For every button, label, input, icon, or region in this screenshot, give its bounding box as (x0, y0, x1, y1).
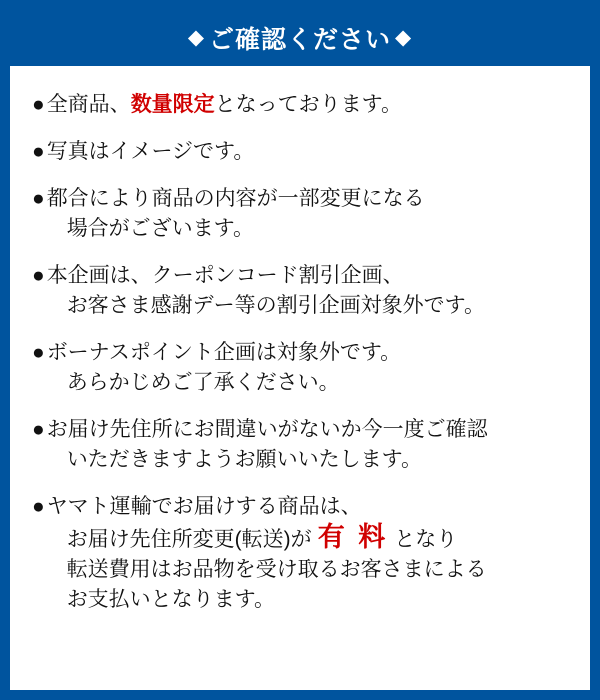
notice-item-lines (47, 137, 568, 167)
notice-item (32, 261, 568, 321)
diamond-left-icon: ◆ (187, 25, 205, 49)
notice-line (47, 492, 568, 522)
notice-item (32, 492, 568, 615)
bullet-icon: ● (32, 341, 45, 364)
notice-text: 本企画は、クーポンコード割引企画、 (46, 264, 404, 287)
notice-line (47, 184, 568, 214)
notice-header (10, 10, 590, 66)
notice-text: 場合がございます。 (66, 217, 255, 240)
notice-text: 写真はイメージです。 (46, 140, 255, 163)
notice-text: となっております。 (214, 93, 403, 116)
notice-text: あらかじめご了承ください。 (66, 371, 340, 394)
bullet-icon: ● (32, 140, 45, 163)
notice-text: お客さま感謝デー等の割引企画対象外です。 (66, 294, 486, 317)
bullet-icon: ● (32, 187, 45, 210)
notice-item (32, 137, 568, 167)
notice-text: ヤマト運輸でお届けする商品は、 (46, 495, 362, 518)
notice-line (47, 261, 568, 291)
notice-line (47, 214, 568, 244)
notice-item (32, 184, 568, 244)
bullet-icon: ● (32, 418, 45, 441)
notice-item-lines (47, 492, 568, 615)
notice-text: 全商品、 (46, 93, 131, 116)
notice-list (10, 66, 590, 615)
notice-text: 都合により商品の内容が一部変更になる (46, 187, 425, 210)
highlight-text: 数量限定 (130, 93, 215, 116)
notice-text: お支払いとなります。 (66, 588, 276, 611)
highlight-text-large: 有 料 (317, 522, 389, 552)
page-title: ご確認ください (208, 26, 391, 54)
notice-item (32, 90, 568, 120)
notice-item-lines (47, 338, 568, 398)
notice-line (47, 137, 568, 167)
notice-text: ボーナスポイント企画は対象外です。 (46, 341, 402, 364)
notice-line (47, 338, 568, 368)
notice-item (32, 338, 568, 398)
notice-item-lines (47, 415, 568, 475)
notice-line (47, 291, 568, 321)
notice-item-lines (47, 261, 568, 321)
notice-item-lines (47, 90, 568, 120)
notice-text: 転送費用はお品物を受け取るお客さまによる (66, 558, 487, 581)
notice-text: お届け先住所変更(転送)が (66, 528, 312, 551)
bullet-icon: ● (32, 264, 45, 287)
diamond-right-icon: ◆ (395, 25, 413, 49)
notice-line (47, 522, 568, 555)
notice-text: いただきますようお願いいたします。 (66, 448, 423, 471)
bullet-icon: ● (32, 495, 45, 518)
notice-line (47, 90, 568, 120)
notice-line (47, 445, 568, 475)
notice-line (47, 585, 568, 615)
notice-item (32, 415, 568, 475)
notice-line (47, 555, 568, 585)
notice-line (47, 415, 568, 445)
notice-text: お届け先住所にお間違いがないか今一度ご確認 (46, 418, 488, 441)
bullet-icon: ● (32, 93, 45, 116)
notice-text: となり (394, 528, 458, 551)
notice-line (47, 368, 568, 398)
notice-item-lines (47, 184, 568, 244)
